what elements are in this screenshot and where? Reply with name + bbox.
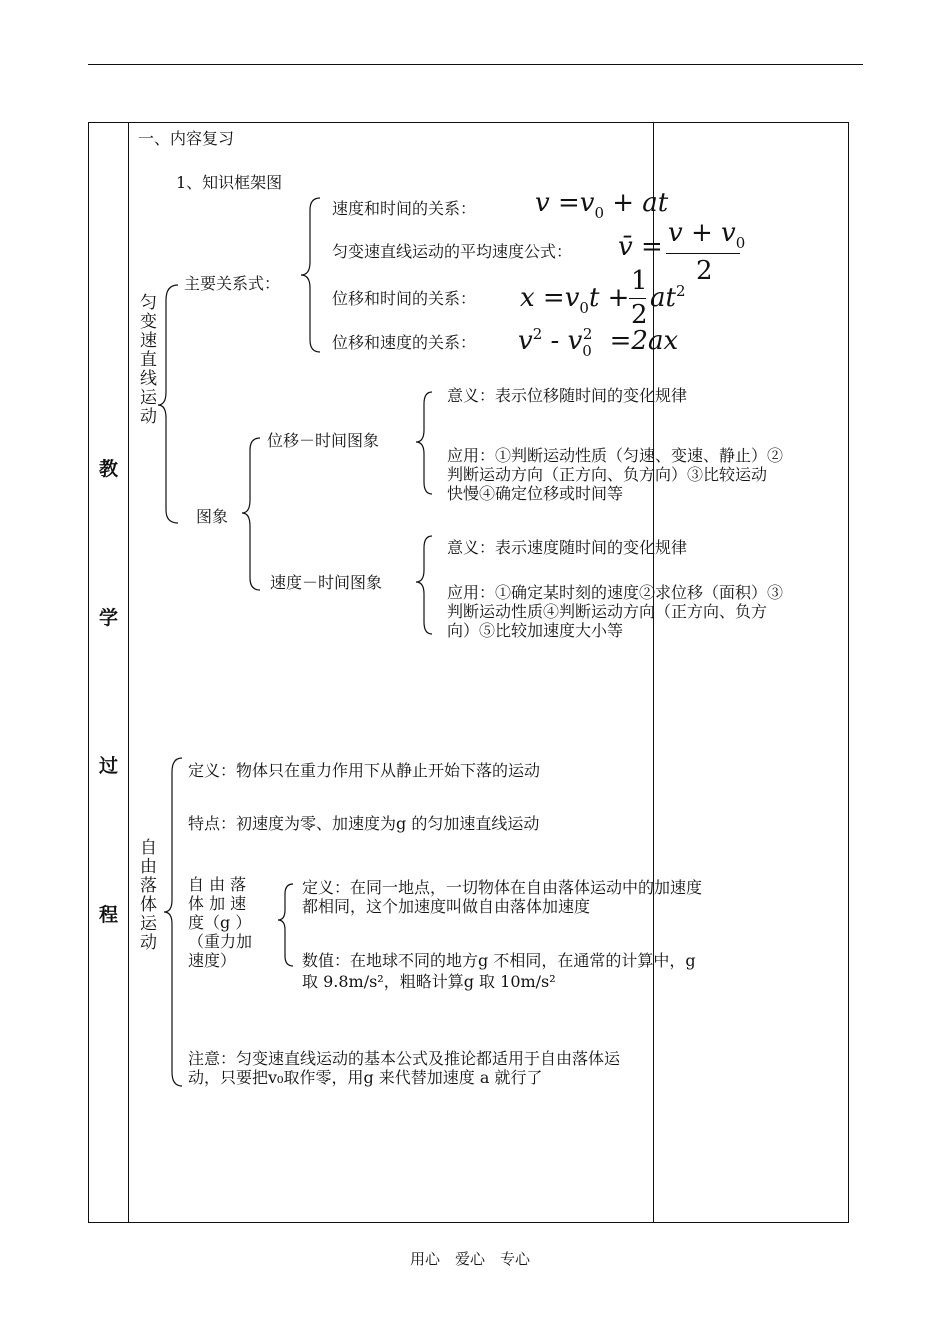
graph-application-line: 向）⑤比较加速度大小等 [447, 621, 624, 640]
fraction-bar [629, 298, 646, 299]
free-fall-definition: 定义：物体只在重力作用下从静止开始下落的运动 [188, 761, 541, 780]
fraction-half-denominator: 2 [631, 300, 648, 330]
note-line: 动，只要把v₀取作零，用g 来代替加速度 a 就行了 [188, 1068, 543, 1087]
column-label-char: 学 [99, 607, 119, 629]
accel-value-line: 取 9.8m/s²，粗略计算g 取 10m/s² [302, 972, 556, 991]
graph-application-line: 快慢④确定位移或时间等 [447, 484, 624, 503]
relation-text: 速度和时间的关系： [332, 199, 477, 218]
topic-label-free-fall: 自由落体运动 [136, 838, 156, 952]
accel-label-line: 度（g ） [188, 913, 252, 932]
graphs-label: 图象 [196, 507, 229, 526]
relation-text: 位移和时间的关系： [332, 289, 477, 308]
accel-label-line: 体 加 速 [188, 894, 247, 913]
column-label-char: 过 [99, 755, 119, 777]
formula-displacement-time: $x =v_0t$ + [520, 283, 630, 317]
topic-label-uniform-motion: 匀变速直线运动 [136, 293, 156, 426]
free-fall-feature: 特点：初速度为零、加速度为g 的匀加速直线运动 [188, 814, 540, 833]
relation-text: 位移和速度的关系： [332, 333, 477, 352]
fraction-bar [666, 253, 740, 254]
graph-application-line: 应用：①判断运动性质（匀速、变速、静止）② [447, 446, 784, 465]
page-footer: 用心 爱心 专心 [410, 1250, 531, 1268]
accel-label-line: 自 由 落 [188, 875, 247, 894]
graph-application-line: 判断运动方向（正方向、负方向）③比较运动 [447, 465, 768, 484]
column-label-char: 教 [99, 458, 119, 480]
accel-definition-line: 都相同，这个加速度叫做自由落体加速度 [302, 897, 591, 916]
formula-average-velocity-denominator: 2 [696, 256, 713, 286]
formula-displacement-time-tail: $at^2$ [650, 282, 686, 313]
accel-label-line: 速度） [188, 951, 237, 970]
formula-velocity-displacement: $v^2 - v_0^2 =2ax$ [518, 325, 679, 360]
graph-label-displacement-time: 位移－时间图象 [267, 431, 380, 450]
graph-meaning: 意义：表示速度随时间的变化规律 [447, 538, 688, 557]
relation-text: 匀变速直线运动的平均速度公式： [332, 242, 573, 261]
accel-value-line: 数值：在地球不同的地方g 不相同，在通常的计算中，g [302, 951, 696, 970]
main-relations-label: 主要关系式： [184, 274, 281, 293]
note-line: 注意：匀变速直线运动的基本公式及推论都适用于自由落体运 [188, 1049, 621, 1068]
formula-average-velocity-numerator: $v + v_0$ [668, 218, 746, 252]
formula-velocity-time: $v =v_0$ + at [535, 188, 669, 222]
accel-definition-line: 定义：在同一地点，一切物体在自由落体运动中的加速度 [302, 878, 703, 897]
subsection-title: 1、知识框架图 [176, 173, 283, 192]
column-label-char: 程 [99, 904, 119, 926]
accel-label-line: （重力加 [188, 932, 253, 951]
formula-average-velocity: v̄ = [618, 232, 663, 262]
graph-label-velocity-time: 速度－时间图象 [270, 573, 383, 592]
graph-meaning: 意义：表示位移随时间的变化规律 [447, 386, 688, 405]
fraction-half-numerator: 1 [631, 266, 648, 296]
graph-application-line: 判断运动性质④判断运动方向（正方向、负方 [447, 602, 768, 621]
graph-application-line: 应用：①确定某时刻的速度②求位移（面积）③ [447, 583, 784, 602]
section-title: 一、内容复习 [138, 129, 235, 148]
